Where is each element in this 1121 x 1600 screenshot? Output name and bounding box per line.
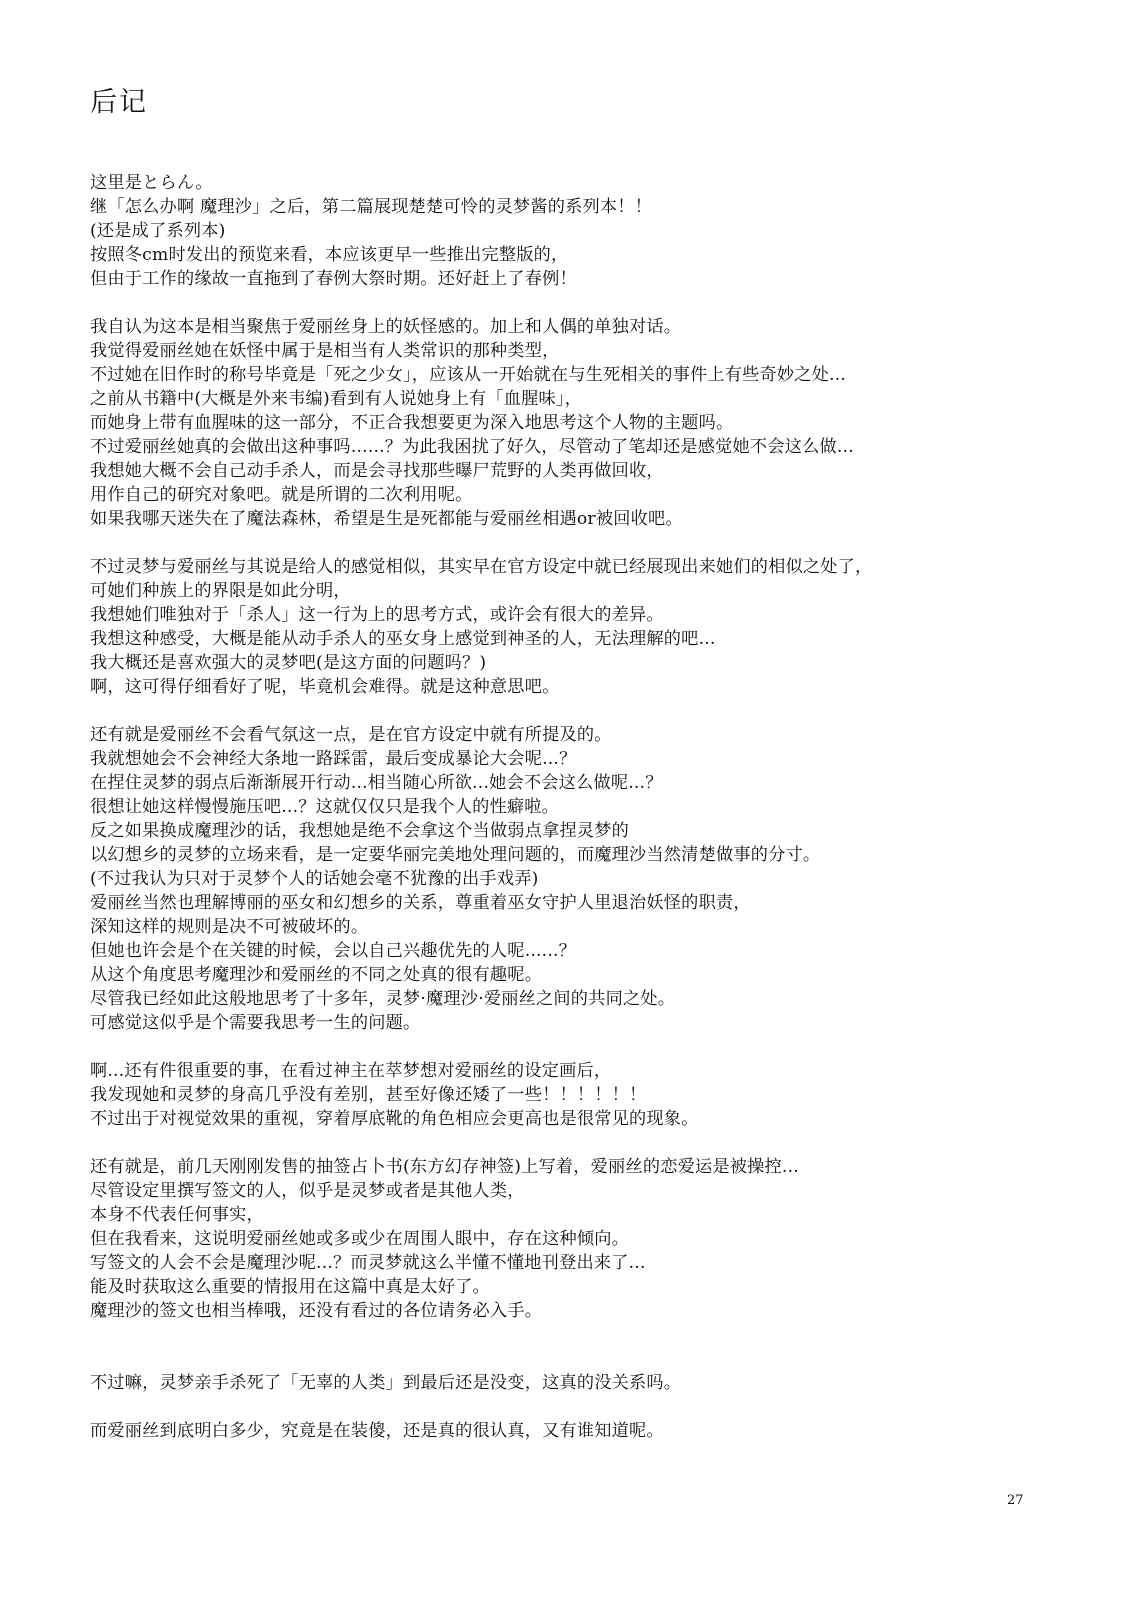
text-line: (不过我认为只对于灵梦个人的话她会毫不犹豫的出手戏弄) <box>90 869 539 889</box>
text-line: 我大概还是喜欢强大的灵梦吧(是这方面的问题吗？) <box>90 653 487 673</box>
text-line: 按照冬cm时发出的预览来看，本应该更早一些推出完整版的， <box>90 245 569 265</box>
text-line: 啊...还有件很重要的事，在看过神主在萃梦想对爱丽丝的设定画后， <box>90 1061 612 1081</box>
text-line: 很想让她这样慢慢施压吧...？这就仅仅只是我个人的性癖啦。 <box>90 797 560 817</box>
text-line: 之前从书籍中(大概是外来韦编)看到有人说她身上有「血腥味」， <box>90 389 583 409</box>
text-line: 但在我看来，这说明爱丽丝她或多或少在周围人眼中，存在这种倾向。 <box>90 1229 630 1249</box>
text-line: 但她也许会是个在关键的时候，会以自己兴趣优先的人呢......？ <box>90 941 577 961</box>
page-number: 27 <box>1007 1493 1024 1508</box>
text-line: 但由于工作的缘故一直拖到了春例大祭时期。还好赶上了春例！ <box>90 269 577 289</box>
text-line: 而爱丽丝到底明白多少，究竟是在装傻，还是真的很认真，又有谁知道呢。 <box>90 1421 664 1441</box>
text-line: 还有就是，前几天刚刚发售的抽签占卜书(东方幻存神签)上写着，爱丽丝的恋爱运是被操控... <box>90 1157 799 1177</box>
text-line: 从这个角度思考魔理沙和爱丽丝的不同之处真的很有趣呢。 <box>90 965 543 985</box>
text-line: 我想她大概不会自己动手杀人，而是会寻找那些曝尸荒野的人类再做回收， <box>90 461 664 481</box>
text-line: 我觉得爱丽丝她在妖怪中属于是相当有人类常识的那种类型， <box>90 341 560 361</box>
text-line: 尽管设定里撰写签文的人，似乎是灵梦或者是其他人类， <box>90 1181 525 1201</box>
text-line: 可感觉这似乎是个需要我思考一生的问题。 <box>90 1013 421 1033</box>
text-line: 不过爱丽丝她真的会做出这种事吗......？为此我困扰了好久，尽管动了笔却还是感觉她不会这么做... <box>90 437 854 457</box>
text-line: 我发现她和灵梦的身高几乎没有差别，甚至好像还矮了一些！！！！！！ <box>90 1085 647 1105</box>
text-line: 继「怎么办啊 魔理沙」之后，第二篇展现楚楚可怜的灵梦酱的系列本！！ <box>90 197 653 217</box>
text-line: 不过她在旧作时的称号毕竟是「死之少女」，应该从一开始就在与生死相关的事件上有些奇妙之处... <box>90 365 847 385</box>
text-line: 尽管我已经如此这般地思考了十多年，灵梦·魔理沙·爱丽丝之间的共同之处。 <box>90 989 676 1009</box>
text-line: 爱丽丝当然也理解博丽的巫女和幻想乡的关系，尊重着巫女守护人里退治妖怪的职责， <box>90 893 751 913</box>
text-line: 能及时获取这么重要的情报用在这篇中真是太好了。 <box>90 1277 490 1297</box>
text-line: 如果我哪天迷失在了魔法森林，希望是生是死都能与爱丽丝相遇or被回收吧。 <box>90 509 683 529</box>
page-title: 后记 <box>90 87 148 118</box>
text-line: 我想这种感受，大概是能从动手杀人的巫女身上感觉到神圣的人，无法理解的吧... <box>90 629 716 649</box>
text-line: 在捏住灵梦的弱点后渐渐展开行动...相当随心所欲...她会不会这么做呢...？ <box>90 773 663 793</box>
text-line: 写签文的人会不会是魔理沙呢...？而灵梦就这么半懂不懂地刊登出来了... <box>90 1253 646 1273</box>
text-line: 我自认为这本是相当聚焦于爱丽丝身上的妖怪感的。加上和人偶的单独对话。 <box>90 317 682 337</box>
text-line: 本身不代表任何事实， <box>90 1205 264 1225</box>
text-line: 不过出于对视觉效果的重视，穿着厚底靴的角色相应会更高也是很常见的现象。 <box>90 1109 699 1129</box>
text-line: 不过嘛，灵梦亲手杀死了「无辜的人类」到最后还是没变，这真的没关系吗。 <box>90 1373 682 1393</box>
text-line: 这里是とらん。 <box>90 173 213 193</box>
text-line: 啊，这可得仔细看好了呢，毕竟机会难得。就是这种意思吧。 <box>90 677 560 697</box>
text-line: 深知这样的规则是决不可被破坏的。 <box>90 917 369 937</box>
text-line: (还是成了系列本) <box>90 221 226 241</box>
text-line: 以幻想乡的灵梦的立场来看，是一定要华丽完美地处理问题的，而魔理沙当然清楚做事的分寸。 <box>90 845 821 865</box>
text-line: 而她身上带有血腥味的这一部分，不正合我想要更为深入地思考这个人物的主题吗。 <box>90 413 734 433</box>
text-line: 反之如果换成魔理沙的话，我想她是绝不会拿这个当做弱点拿捏灵梦的 <box>90 821 630 841</box>
text-line: 还有就是爱丽丝不会看气氛这一点，是在官方设定中就有所提及的。 <box>90 725 612 745</box>
text-line: 用作自己的研究对象吧。就是所谓的二次利用呢。 <box>90 485 473 505</box>
text-line: 魔理沙的签文也相当棒哦，还没有看过的各位请务必入手。 <box>90 1301 543 1321</box>
text-line: 不过灵梦与爱丽丝与其说是给人的感觉相似，其实早在官方设定中就已经展现出来她们的相似之处了， <box>90 557 873 577</box>
text-line: 可她们种族上的界限是如此分明， <box>90 581 351 601</box>
text-line: 我想她们唯独对于「杀人」这一行为上的思考方式，或许会有很大的差异。 <box>90 605 664 625</box>
text-line: 我就想她会不会神经大条地一路踩雷，最后变成暴论大会呢...？ <box>90 749 577 769</box>
